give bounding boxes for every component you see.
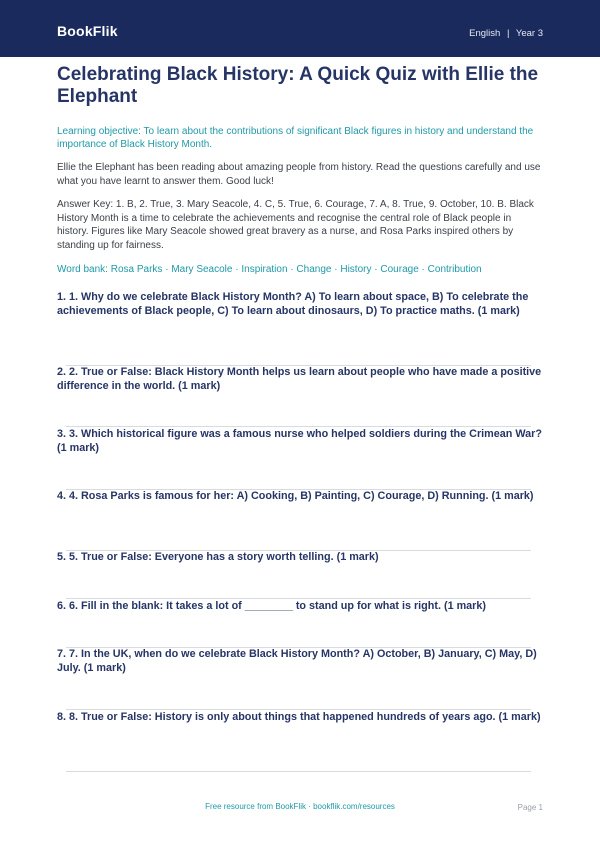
word-bank-word: History <box>340 264 372 275</box>
year-label: Year 3 <box>515 28 543 39</box>
word-bank-word: Inspiration <box>241 264 288 275</box>
word-bank-label: Word bank: <box>57 264 108 275</box>
answer-line[interactable] <box>66 771 531 772</box>
meta-separator: | <box>506 28 510 39</box>
answer-key: Answer Key: 1. B, 2. True, 3. Mary Seacole, 4. C, 5. True, 6. Courage, 7. A, 8. True, 9. October, 10. B. Black History Month is a time to celebrate the achievements and recognise the central role of Black people in history. Figures like Mary Seacole showed great bravery as a nurse, and Rosa Parks inspired others by standing up for fairness. <box>57 199 534 251</box>
subject-year <box>469 28 543 39</box>
question-5: 5. 5. True or False: Everyone has a story worth telling. (1 mark) <box>57 551 379 563</box>
learning-objective: Learning objective: To learn about the contributions of significant Black figures in history and understand the importance of Black History Month. <box>57 126 534 150</box>
word-bank-word: Change <box>296 264 332 275</box>
word-bank-word: Rosa Parks <box>110 264 163 275</box>
intro-text: Ellie the Elephant has been reading about amazing people from history. Read the questions carefully and use what you have learnt to answer them. Good luck! <box>57 162 541 187</box>
word-bank: Word bank: Rosa Parks · Mary Seacole · Inspiration · Change · History · Courage · Contribution <box>57 264 482 275</box>
brand-logo[interactable]: BookFlik <box>57 23 118 39</box>
question-8: 8. 8. True or False: History is only about things that happened hundreds of years ago. (1 mark) <box>57 711 541 723</box>
worksheet-intro <box>57 64 543 276</box>
page-number: Page 1 <box>517 803 543 812</box>
header-bar <box>0 0 600 57</box>
question-7: 7. 7. In the UK, when do we celebrate Black History Month? A) October, B) January, C) May, D) July. (1 mark) <box>57 648 537 674</box>
question-1: 1. 1. Why do we celebrate Black History Month? A) To learn about space, B) To celebrate the achievements of Black people, C) To learn about dinosaurs, D) To practice maths. (1 mark) <box>57 291 529 317</box>
question-6: 6. 6. Fill in the blank: It takes a lot of ________ to stand up for what is right. (1 mark) <box>57 600 486 612</box>
subject-label: English <box>469 28 501 39</box>
footer-credit[interactable]: Free resource from BookFlik · bookflik.com/resources <box>205 802 395 811</box>
question-4: 4. 4. Rosa Parks is famous for her: A) Cooking, B) Painting, C) Courage, D) Running. (1 mark) <box>57 490 534 502</box>
question-2: 2. 2. True or False: Black History Month helps us learn about people who have made a positive difference in the world. (1 mark) <box>57 366 542 392</box>
word-bank-word: Courage <box>380 264 419 275</box>
page-title: Celebrating Black History: A Quick Quiz with Ellie the Elephant <box>57 64 539 107</box>
word-bank-word: Contribution <box>427 264 482 275</box>
word-bank-word: Mary Seacole <box>171 264 233 275</box>
question-3: 3. 3. Which historical figure was a famous nurse who helped soldiers during the Crimean War? (1 mark) <box>57 428 542 454</box>
